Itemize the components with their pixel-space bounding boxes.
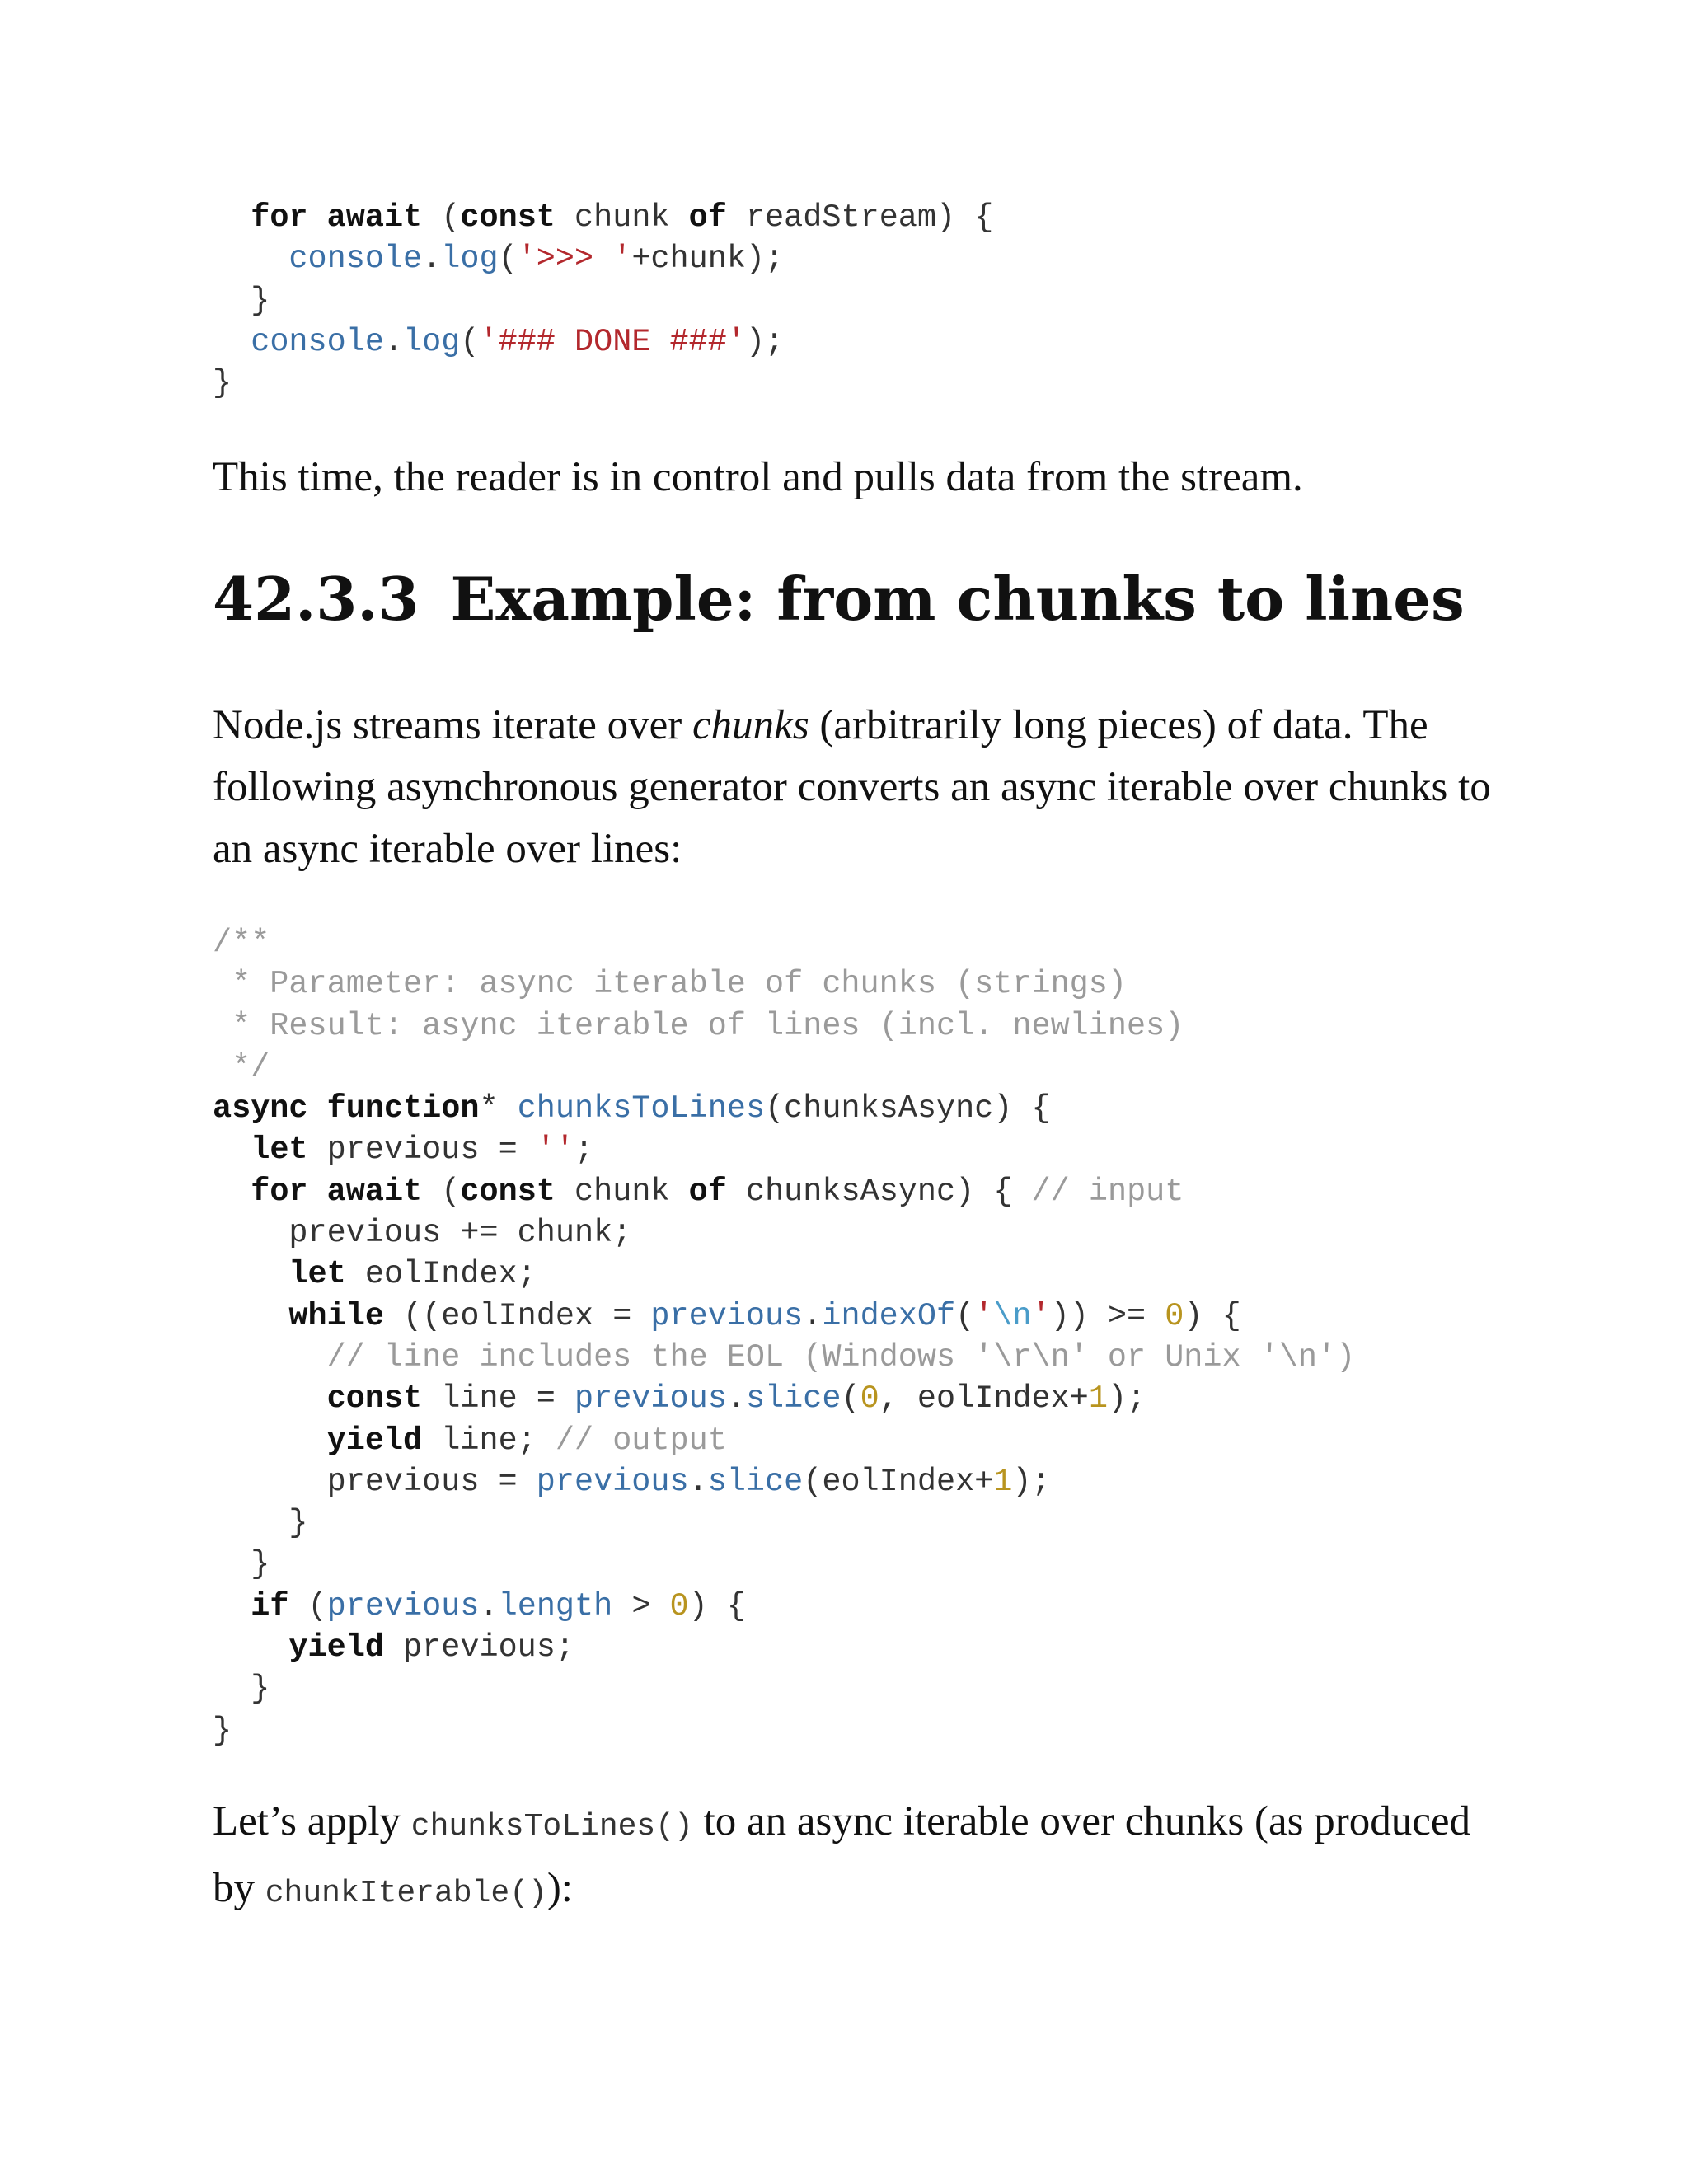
code-token [213,1629,288,1666]
code-token [308,1090,327,1127]
code-line [213,1212,1355,1254]
code-token: . [803,1297,823,1334]
code-line [213,197,993,238]
code-line [213,1668,1355,1709]
code-line [213,1171,1355,1212]
code-token [213,1256,288,1292]
inline-code-chunks-to-lines: chunksToLines() [410,1809,693,1844]
code-token: chunksAsync) { [726,1173,1032,1210]
code-token: readStream) { [726,199,994,236]
code-token [213,199,251,236]
code-token: . [479,1587,499,1624]
intro-text-before: Node.js streams iterate over [213,702,693,748]
code-token: for [251,1173,308,1210]
code-token: log [441,241,499,278]
code-line [213,1337,1355,1378]
code-token: ); [1107,1380,1146,1418]
code-token: ' [974,1297,994,1334]
code-token: . [726,1380,746,1418]
code-line [213,922,1355,963]
code-token [213,1339,327,1376]
code-token: chunk [555,199,689,236]
code-token: ); [745,323,785,360]
code-token: ( [422,199,461,236]
code-line [213,963,1355,1005]
code-line [213,1047,1355,1088]
code-token: previous; [383,1629,574,1666]
code-token: slice [707,1463,804,1500]
code-token: . [383,323,404,360]
code-token: } [213,1505,308,1542]
code-line [213,1378,1355,1419]
code-line [213,1586,1355,1627]
code-token: '' [536,1132,574,1169]
code-token: previous [650,1297,804,1334]
code-line [213,1129,1355,1170]
code-token: await [326,199,423,236]
code-token: slice [745,1380,842,1418]
code-token: chunk [555,1173,689,1210]
code-token: const [460,1173,556,1210]
code-token: +chunk); [631,241,785,278]
code-token: await [326,1173,423,1210]
code-token: const [326,1380,423,1418]
code-token: ((eolIndex = [383,1297,651,1334]
code-token: ; [574,1132,594,1169]
code-token: * [479,1090,518,1127]
section-title: Example: from chunks to lines [450,564,1465,634]
code-token: yield [326,1422,423,1459]
code-token: ( [422,1173,461,1210]
apply-text-after: ): [546,1865,573,1911]
code-token [308,199,327,236]
code-token: ) { [1184,1297,1241,1334]
code-token: for [251,199,308,236]
code-line [213,1296,1355,1337]
code-line [213,1710,1355,1751]
code-token [213,1588,251,1624]
paragraph-apply [213,1791,1498,1924]
code-token: length [498,1587,613,1624]
code-line [213,1544,1355,1585]
code-token: } [213,1712,232,1749]
code-token: * Parameter: async iterable of chunks (strings) [213,966,1127,1003]
code-token: of [688,199,727,236]
code-token: line = [422,1380,574,1418]
code-token [213,1298,288,1334]
code-token: 1 [1088,1380,1108,1418]
code-token: /** [213,925,270,961]
code-token [213,324,251,360]
apply-text-before: Let’s apply [213,1798,411,1844]
code-token: } [213,1671,270,1708]
code-token: // input [1031,1173,1184,1210]
code-token: // line includes the EOL (Windows '\r\n' or Unix '\n') [326,1338,1356,1376]
code-token: (chunksAsync) { [765,1090,1051,1127]
code-token: let [251,1132,308,1169]
code-block-read-stream [213,197,993,404]
intro-text-after: (arbitrarily long pieces) of data. The following asynchronous generator converts an async iterable over chunks to an async iterable over lines: [213,702,1491,872]
code-token: async [213,1090,308,1127]
code-line [213,1420,1355,1461]
code-token: eolIndex; [345,1256,537,1293]
code-token: , eolIndex+ [879,1380,1089,1418]
code-token: '### DONE ###' [479,323,746,360]
code-token: let [288,1256,346,1293]
code-token: ( [955,1297,975,1334]
code-line [213,1005,1355,1047]
code-token [213,1174,251,1210]
code-line [213,1088,1355,1129]
code-token: ' [1031,1297,1051,1334]
code-token [213,1422,327,1459]
code-token: chunksToLines [517,1090,766,1127]
code-token: } [213,1546,270,1583]
code-token [213,241,288,277]
code-token: indexOf [822,1297,956,1334]
code-block-chunks-to-lines [213,922,1355,1751]
paragraph-reader-control: This time, the reader is in control and pulls data from the stream. [213,454,1303,500]
inline-code-chunk-iterable: chunkIterable() [265,1876,547,1911]
code-token: ( [841,1380,860,1418]
code-token: previous [326,1587,480,1624]
code-token: if [251,1587,289,1624]
intro-emphasis: chunks [692,702,809,748]
code-token: 1 [993,1463,1013,1500]
code-token: function [326,1090,480,1127]
code-token: console [251,323,384,360]
code-token: \n [993,1297,1032,1334]
code-token: > [612,1587,670,1624]
code-line [213,1502,1355,1544]
code-token: const [460,199,556,236]
code-token: ( [460,323,480,360]
code-token: console [288,241,423,278]
apply-text-middle: to an async iterable over chunks (as produced by [213,1798,1470,1911]
code-token: . [688,1463,708,1500]
code-token: previous = [307,1132,537,1169]
code-token: . [422,241,442,278]
code-token [308,1174,327,1210]
code-token: ) { [688,1587,746,1624]
paragraph-intro [213,695,1498,880]
code-token: ); [1012,1463,1051,1500]
code-token: previous += chunk; [213,1215,632,1252]
code-token: } [213,282,270,319]
code-line [213,363,993,404]
code-token: * Result: async iterable of lines (incl. newlines) [213,1007,1184,1044]
code-token: */ [213,1048,270,1085]
code-token: ( [498,241,518,278]
code-token: (eolIndex+ [803,1463,994,1500]
code-token: of [688,1173,727,1210]
code-line [213,1627,1355,1668]
code-token: while [288,1297,384,1334]
code-line [213,280,993,321]
code-token: line; [422,1422,556,1459]
code-line [213,238,993,279]
code-token: 0 [1165,1297,1184,1334]
code-token [213,1380,327,1417]
code-token: previous = [213,1463,537,1500]
code-token: yield [288,1629,384,1666]
code-token: 0 [669,1587,689,1624]
code-token: )) >= [1050,1297,1165,1334]
code-token: previous [536,1463,689,1500]
code-line [213,1461,1355,1502]
code-line [213,1254,1355,1295]
code-token: 0 [860,1380,879,1418]
code-token: // output [555,1422,727,1459]
code-token [213,1132,251,1168]
code-token: '>>> ' [517,241,632,278]
section-heading [213,562,1465,636]
code-line [213,321,993,363]
code-token: } [213,365,232,402]
section-number: 42.3.3 [213,564,420,634]
code-token: ( [288,1587,327,1624]
code-token: log [403,323,461,360]
code-token: previous [574,1380,727,1418]
